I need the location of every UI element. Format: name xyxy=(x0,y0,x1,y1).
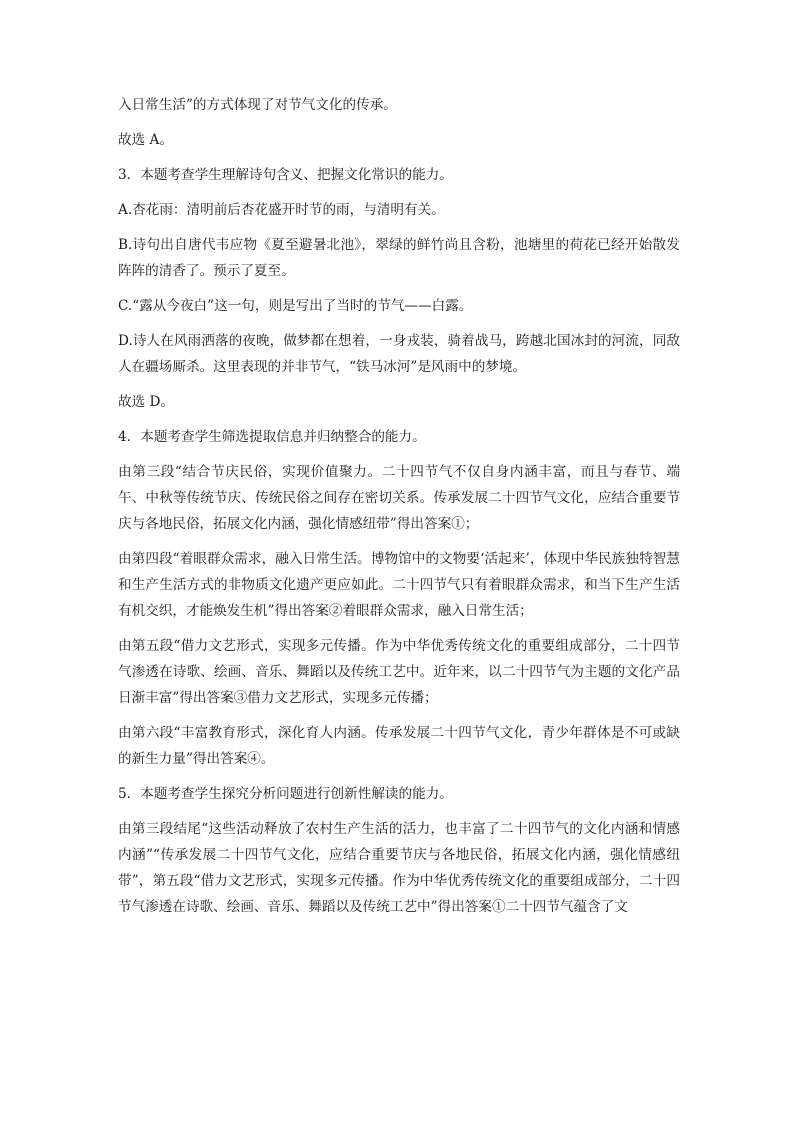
q4-point-3: 由第五段“借力文艺形式，实现多元传播。作为中华优秀传统文化的重要组成部分，二十四节气渗透在诗歌、绘画、音乐、舞蹈以及传统工艺中。近年来，以二十四节气为主题的文化产品日渐丰富”得出答案③借力文艺形式，实现多元传播； xyxy=(118,638,680,706)
q4-point-2: 由第四段“着眼群众需求，融入日常生活。博物馆中的文物要‘活起来’，体现中华民族独特智慧和生产生活方式的非物质文化遗产更应如此。二十四节气只有着眼群众需求，和当下生产生活有机交织，才能焕发生机”得出答案②着眼群众需求，融入日常生活； xyxy=(118,551,680,619)
question-5-heading: 5．本题考查学生探究分析问题进行创新性解读的能力。 xyxy=(118,786,453,802)
option-d-explanation: D.诗人在风雨洒落的夜晚，做梦都在想着，一身戎装，骑着战马，跨越北国冰封的河流，同敌人在疆场厮杀。这里表现的并非节气，“铁马冰河”是风雨中的梦境。 xyxy=(118,333,680,375)
option-b-explanation: B.诗句出自唐代韦应物《夏至避暑北池》，翠绿的鲜竹尚且含粉，池塘里的荷花已经开始散发阵阵的清香了。预示了夏至。 xyxy=(118,237,680,279)
question-3-heading: 3．本题考查学生理解诗句含义、把握文化常识的能力。 xyxy=(118,167,453,183)
question-4-heading: 4．本题考查学生筛选提取信息并归纳整合的能力。 xyxy=(118,429,426,445)
q4-point-4: 由第六段“丰富教育形式，深化育人内涵。传承发展二十四节气文化，青少年群体是不可或缺的新生力量”得出答案④。 xyxy=(118,725,680,767)
q4-point-1: 由第三段“结合节庆民俗，实现价值聚力。二十四节气不仅自身内涵丰富，而且与春节、端午、中秋等传统节庆、传统民俗之间存在密切关系。传承发展二十四节气文化，应结合重要节庆与各地民俗，拓展文化内涵，强化情感纽带”得出答案①； xyxy=(118,464,680,532)
answer-line-q2: 故选 A。 xyxy=(118,132,173,148)
answer-line-q3: 故选 D。 xyxy=(118,394,175,410)
option-a-explanation: A.杏花雨：清明前后杏花盛开时节的雨，与清明有关。 xyxy=(118,202,445,218)
paragraph-continuation: 入日常生活”的方式体现了对节气文化的传承。 xyxy=(118,97,397,113)
q5-analysis: 由第三段结尾“这些活动释放了农村生产生活的活力，也丰富了二十四节气的文化内涵和情感内涵”“传承发展二十四节气文化，应结合重要节庆与各地民俗，拓展文化内涵，强化情感纽带”，第五段“借力文艺形式，实现多元传播。作为中华优秀传统文化的重要组成部分，二十四节气渗透在诗歌、绘画、音乐、舞蹈以及传统工艺中”得出答案①二十四节气蕴含了文 xyxy=(118,821,680,915)
document-page xyxy=(118,92,680,929)
option-c-explanation: C.“露从今夜白”这一句，则是写出了当时的节气——白露。 xyxy=(118,298,473,314)
